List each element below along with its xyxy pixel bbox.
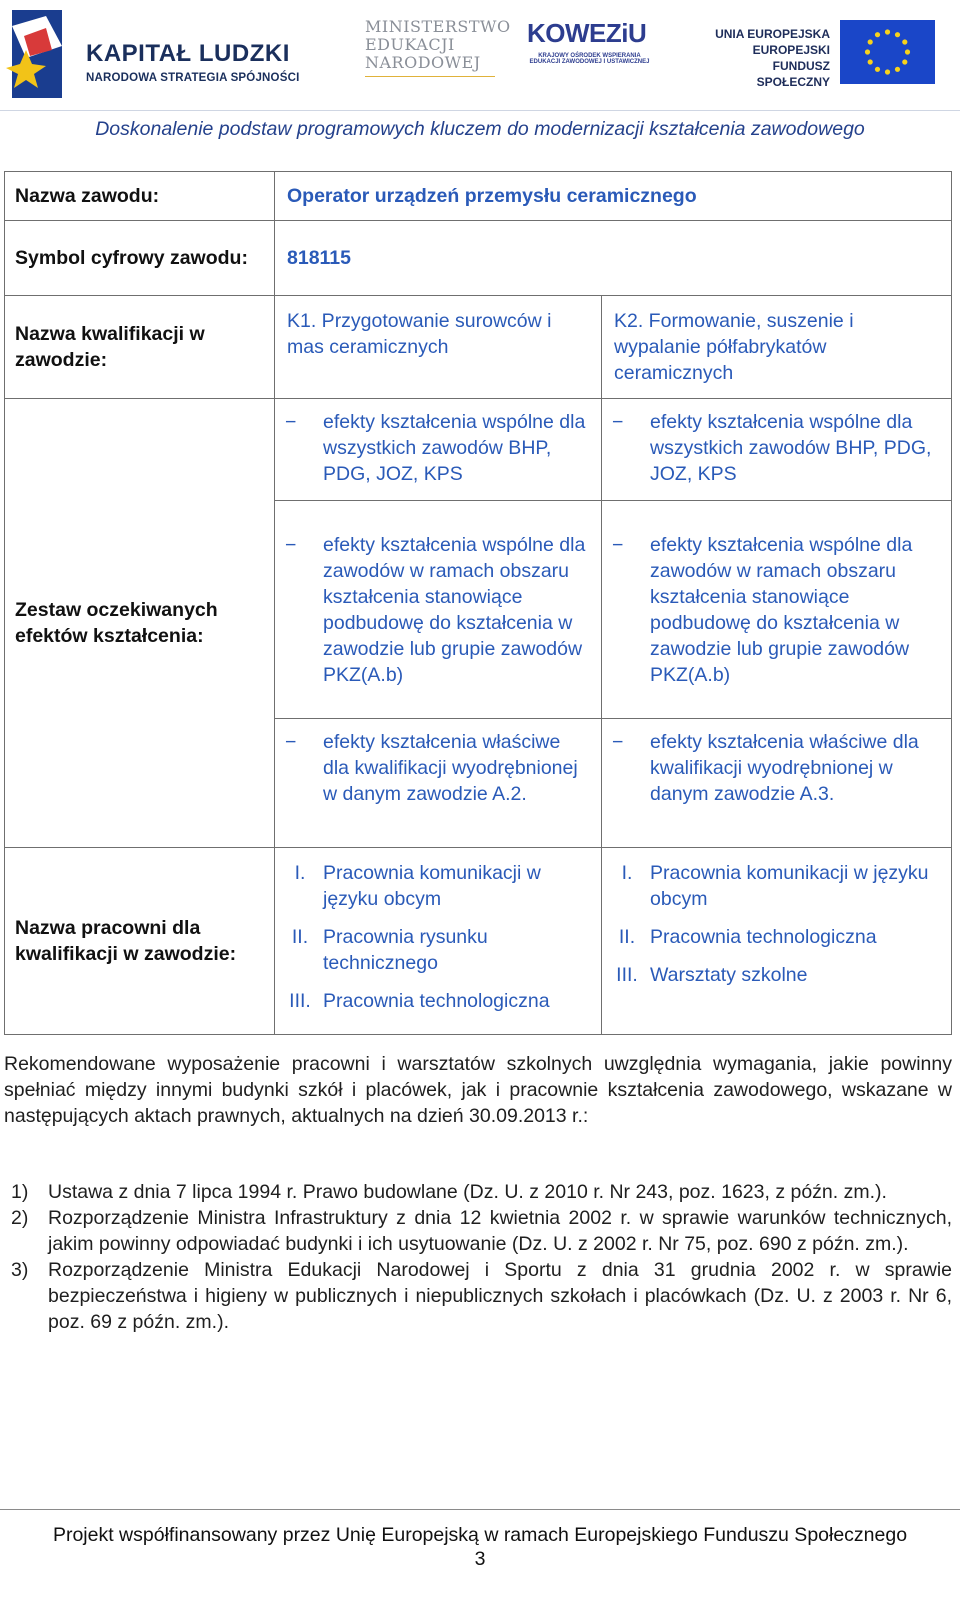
k2-outcome-text: efekty kształcenia wspólne dla zawodów w ramach obszaru kształcenia stanowiące podbudowę do kształcenia w zawodzie lub grupie zawodów PKZ(A.b) bbox=[650, 533, 913, 686]
ministerstwo-line1: MINISTERSTWO bbox=[365, 17, 511, 36]
list-number: 2) bbox=[11, 1207, 29, 1229]
k1-workshops bbox=[275, 848, 602, 1035]
list-item bbox=[283, 988, 591, 1014]
k1-outcome-text: efekty kształcenia właściwe dla kwalifikacji wyodrębnionej w danym zawodzie A.2. bbox=[323, 731, 578, 805]
k2-outcome-text: efekty kształcenia wspólne dla wszystkich zawodów BHP, PDG, JOZ, KPS bbox=[650, 411, 932, 485]
dash-bullet: − bbox=[612, 731, 624, 753]
list-item bbox=[283, 924, 591, 976]
kapital-ludzki-title: KAPITAŁ LUDZKI bbox=[86, 40, 290, 67]
eu-line1: UNIA EUROPEJSKA bbox=[715, 27, 830, 41]
k2-workshops bbox=[602, 848, 952, 1035]
koweziu-title: KOWEZiU bbox=[527, 18, 647, 48]
k1-outcome-pkz bbox=[275, 501, 602, 719]
learning-outcomes-label: Zestaw oczekiwanych efektów kształcenia: bbox=[5, 399, 275, 848]
k2-outcome-text: efekty kształcenia właściwe dla kwalifikacji wyodrębnionej w danym zawodzie A.3. bbox=[650, 731, 919, 805]
profession-name-label: Nazwa zawodu: bbox=[5, 172, 275, 221]
list-number: 3) bbox=[11, 1259, 29, 1281]
list-item bbox=[283, 860, 591, 912]
roman-numeral: I. bbox=[294, 862, 306, 884]
roman-numeral: I. bbox=[621, 862, 633, 884]
table-row bbox=[5, 399, 952, 501]
workshop-name: Pracownia komunikacji w języku obcym bbox=[650, 862, 929, 910]
footer-divider bbox=[0, 1509, 960, 1510]
list-item bbox=[4, 1179, 952, 1205]
list-text: Ustawa z dnia 7 lipca 1994 r. Prawo budowlane (Dz. U. z 2010 r. Nr 243, poz. 1623, z późn. zm.). bbox=[48, 1181, 887, 1203]
roman-numeral: II. bbox=[618, 926, 636, 948]
qualification-k2: K2. Formowanie, suszenie i wypalanie półfabrykatów ceramicznych bbox=[602, 296, 952, 399]
dash-bullet: − bbox=[285, 533, 297, 556]
list-text: Rozporządzenie Ministra Infrastruktury z dnia 12 kwietnia 2002 r. w sprawie warunków technicznych, jakim powinny odpowiadać budynki i ich usytuowanie (Dz. U. z 2002 r. Nr 75, poz. 690 z późn. zm.). bbox=[48, 1207, 952, 1255]
dash-bullet: − bbox=[612, 411, 624, 433]
profession-name-value: Operator urządzeń przemysłu ceramicznego bbox=[275, 172, 952, 221]
qualification-table bbox=[4, 171, 952, 1035]
workshops-label: Nazwa pracowni dla kwalifikacji w zawodzie: bbox=[5, 848, 275, 1035]
list-item bbox=[610, 860, 941, 912]
document-title: Doskonalenie podstaw programowych kluczem do modernizacji kształcenia zawodowego bbox=[95, 118, 865, 140]
roman-numeral: III. bbox=[616, 964, 638, 986]
eu-text bbox=[700, 26, 830, 90]
table-row bbox=[5, 296, 952, 399]
workshop-name: Pracownia komunikacji w języku obcym bbox=[323, 862, 541, 910]
k1-outcome-common bbox=[275, 399, 602, 501]
list-item bbox=[4, 1205, 952, 1257]
list-item bbox=[610, 962, 941, 988]
workshop-name: Warsztaty szkolne bbox=[650, 964, 808, 986]
workshop-name: Pracownia rysunku technicznego bbox=[323, 926, 488, 974]
k1-outcome-specific bbox=[275, 719, 602, 848]
kapital-ludzki-subtitle: NARODOWA STRATEGIA SPÓJNOŚCI bbox=[86, 72, 300, 84]
eu-line3: FUNDUSZ SPOŁECZNY bbox=[756, 59, 830, 89]
dash-bullet: − bbox=[285, 411, 297, 433]
eu-line2: EUROPEJSKI bbox=[752, 43, 830, 57]
list-item bbox=[4, 1257, 952, 1335]
list-number: 1) bbox=[11, 1181, 29, 1203]
kapital-ludzki-emblem-icon bbox=[6, 6, 68, 102]
k2-outcome-pkz bbox=[602, 501, 952, 719]
header-divider bbox=[0, 110, 960, 111]
k1-outcome-text: efekty kształcenia wspólne dla zawodów w ramach obszaru kształcenia stanowiące podbudowę do kształcenia w zawodzie lub grupie zawodów PKZ(A.b) bbox=[323, 533, 586, 686]
ministerstwo-logo bbox=[365, 17, 511, 88]
eu-logo bbox=[700, 20, 950, 90]
footer-text: Projekt współfinansowany przez Unię Europejską w ramach Europejskiego Funduszu Społecznego bbox=[52, 1524, 908, 1546]
kapital-ludzki-logo bbox=[6, 6, 306, 106]
qualification-k1: K1. Przygotowanie surowców i mas ceramicznych bbox=[275, 296, 602, 399]
ministerstwo-underline bbox=[365, 76, 495, 77]
list-text: Rozporządzenie Ministra Edukacji Narodowej i Sportu z dnia 31 grudnia 2002 r. w sprawie bezpieczeństwa i higieny w publicznych i niepublicznych szkołach i placówkach (Dz. U. z 2003 r. Nr 6, poz. 69 z późn. zm.). bbox=[48, 1259, 952, 1333]
table-row bbox=[5, 172, 952, 221]
k2-outcome-specific bbox=[602, 719, 952, 848]
dash-bullet: − bbox=[612, 533, 624, 556]
workshop-name: Pracownia technologiczna bbox=[650, 926, 877, 948]
profession-symbol-value: 818115 bbox=[275, 221, 952, 296]
table-row bbox=[5, 221, 952, 296]
roman-numeral: II. bbox=[291, 926, 309, 948]
workshop-name: Pracownia technologiczna bbox=[323, 990, 550, 1012]
ministerstwo-line3: NARODOWEJ bbox=[365, 53, 481, 72]
koweziu-subtitle: KRAJOWY OŚRODEK WSPIERANIA EDUKACJI ZAWODOWEJ I USTAWICZNEJ bbox=[529, 53, 650, 65]
k2-outcome-common bbox=[602, 399, 952, 501]
qualification-name-label: Nazwa kwalifikacji w zawodzie: bbox=[5, 296, 275, 399]
page-number: 3 bbox=[474, 1548, 486, 1570]
eu-flag-icon bbox=[840, 20, 935, 84]
table-row bbox=[5, 848, 952, 1035]
ministerstwo-line2: EDUKACJI bbox=[365, 35, 455, 54]
legal-acts-list bbox=[4, 1179, 952, 1335]
roman-numeral: III. bbox=[289, 990, 311, 1012]
header-logos bbox=[0, 0, 960, 110]
k1-outcome-text: efekty kształcenia wspólne dla wszystkich zawodów BHP, PDG, JOZ, KPS bbox=[323, 411, 586, 485]
intro-paragraph: Rekomendowane wyposażenie pracowni i warsztatów szkolnych uwzględnia wymagania, jakie powinny spełniać między innymi budynki szkół i placówek, jak i pracownie kształcenia zawodowego, wskazane w następujących aktach prawnych, aktualnych na dzień 30.09.2013 r.: bbox=[4, 1053, 952, 1127]
koweziu-logo bbox=[527, 18, 652, 90]
profession-symbol-label: Symbol cyfrowy zawodu: bbox=[5, 221, 275, 296]
dash-bullet: − bbox=[285, 731, 297, 753]
list-item bbox=[610, 924, 941, 950]
